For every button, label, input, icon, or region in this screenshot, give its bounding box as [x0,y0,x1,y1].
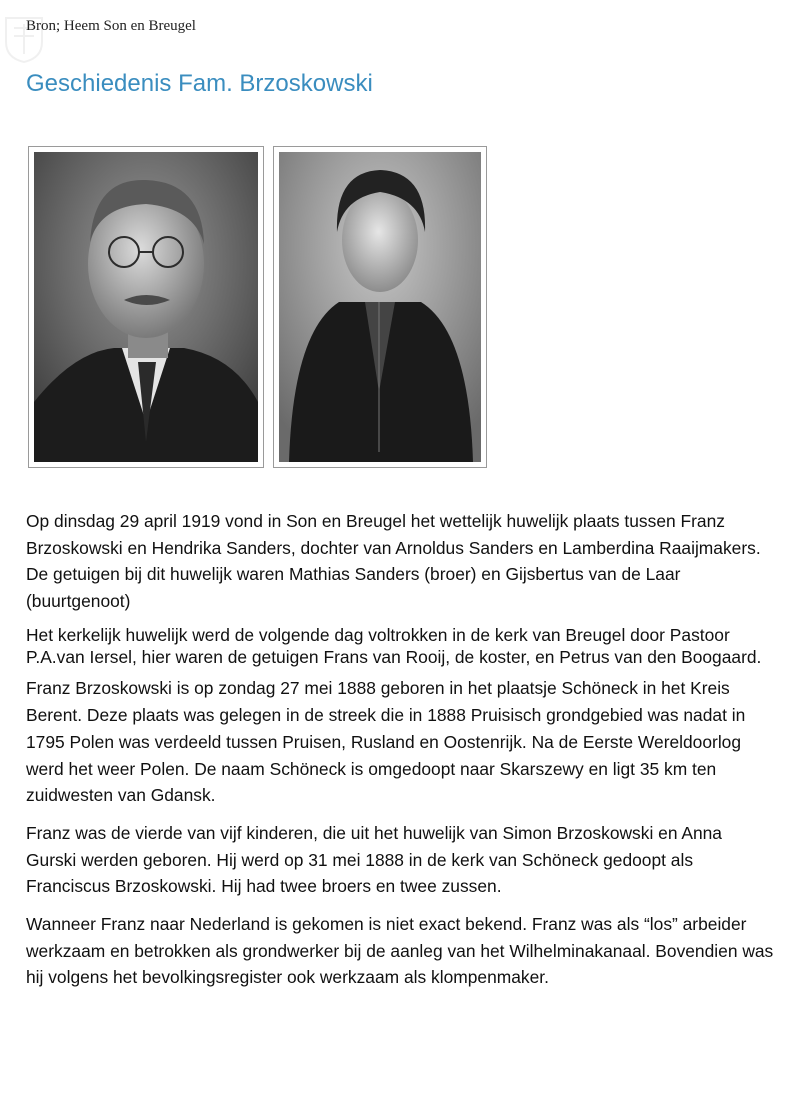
article-body [26,508,776,991]
paragraph-church-wedding: Het kerkelijk huwelijk werd de volgende dag voltrokken in de kerk van Breugel door Pastoor P.A.van Iersel, hier waren de getuigen Frans van Rooij, de koster, en Petrus van den Boogaard. [26,624,762,668]
paragraph-marriage: Op dinsdag 29 april 1919 vond in Son en Breugel het wettelijk huwelijk plaats tussen Franz Brzoskowski en Hendrika Sanders, dochter van Arnoldus Sanders en Lamberdina Raaijmakers. De getuigen bij dit huwelijk waren Mathias Sanders (broer) en Gijsbertus van de Laar (buurtgenoot) [26,511,761,612]
page-title: Geschiedenis Fam. Brzoskowski [26,70,373,97]
paragraph-birth: Franz Brzoskowski is op zondag 27 mei 1888 geboren in het plaatsje Schöneck in het Kreis Berent. Deze plaats was gelegen in de streek die in 1888 Pruisisch grondgebied was nadat in 1795 Polen was verdeeld tussen Pruisen, Rusland en Oostenrijk. Na de Eerste Wereldoorlog werd het weer Polen. De naam Schöneck is omgedoopt naar Skarszewy en ligt 35 km ten zuidwesten van Gdansk. [26,678,746,806]
photo-frame-woman [273,146,487,468]
portrait-woman-icon [279,152,481,462]
paragraph-arrival: Wanneer Franz naar Nederland is gekomen is niet exact bekend. Franz was als “los” arbeider werkzaam en betrokken als grondwerker bij de aanleg van het Wilhelminakanaal. Bovendien was hij volgens het bevolkingsregister ook werkzaam als klompenmaker. [26,914,774,988]
photo-frame-man [28,146,264,468]
source-caption: Bron; Heem Son en Breugel [26,18,196,34]
portrait-man-icon [34,152,258,462]
paragraph-family: Franz was de vierde van vijf kinderen, die uit het huwelijk van Simon Brzoskowski en Anna Gurski werden geboren. Hij werd op 31 mei 1888 in de kerk van Schöneck gedoopt als Franciscus Brzoskowski. Hij had twee broers en twee zussen. [26,822,722,897]
